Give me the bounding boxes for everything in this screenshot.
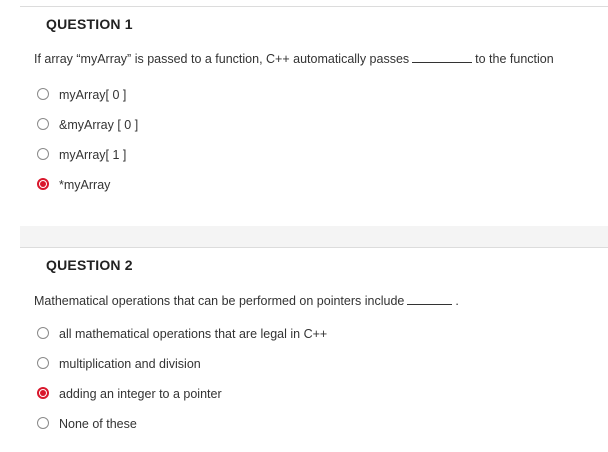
radio-button[interactable] bbox=[37, 88, 49, 100]
option-label: adding an integer to a pointer bbox=[59, 387, 222, 401]
question-1-panel bbox=[20, 6, 608, 227]
question-2-title: QUESTION 2 bbox=[46, 257, 133, 273]
radio-button[interactable] bbox=[37, 387, 49, 399]
question-2-text bbox=[34, 294, 600, 308]
question-2-panel bbox=[20, 247, 608, 452]
question-2-option-3[interactable] bbox=[37, 378, 327, 408]
question-2-option-4[interactable] bbox=[37, 408, 327, 438]
question-separator bbox=[20, 226, 608, 247]
question-2-blank bbox=[407, 303, 452, 305]
radio-button[interactable] bbox=[37, 148, 49, 160]
question-1-text-after: to the function bbox=[475, 52, 554, 66]
question-1-option-4[interactable] bbox=[37, 169, 138, 199]
option-label: myArray[ 1 ] bbox=[59, 148, 127, 162]
radio-button[interactable] bbox=[37, 327, 49, 339]
question-2-options bbox=[37, 318, 327, 438]
question-1-text-before: If array “myArray” is passed to a function, C++ automatically passes bbox=[34, 52, 410, 66]
option-label: *myArray bbox=[59, 178, 111, 192]
question-1-option-1[interactable] bbox=[37, 79, 138, 109]
radio-button[interactable] bbox=[37, 178, 49, 190]
radio-button[interactable] bbox=[37, 417, 49, 429]
radio-button[interactable] bbox=[37, 357, 49, 369]
question-2-option-2[interactable] bbox=[37, 348, 327, 378]
question-1-text bbox=[34, 52, 600, 66]
option-label: all mathematical operations that are legal in C++ bbox=[59, 327, 328, 341]
question-1-title: QUESTION 1 bbox=[46, 16, 133, 32]
question-1-option-2[interactable] bbox=[37, 109, 138, 139]
question-1-options bbox=[37, 79, 138, 199]
question-2-text-after: . bbox=[455, 294, 459, 308]
option-label: None of these bbox=[59, 417, 137, 431]
question-2-text-before: Mathematical operations that can be performed on pointers include bbox=[34, 294, 405, 308]
question-1-option-3[interactable] bbox=[37, 139, 138, 169]
option-label: &myArray [ 0 ] bbox=[59, 118, 139, 132]
question-1-blank bbox=[412, 61, 472, 63]
option-label: myArray[ 0 ] bbox=[59, 88, 127, 102]
question-2-option-1[interactable] bbox=[37, 318, 327, 348]
radio-button[interactable] bbox=[37, 118, 49, 130]
option-label: multiplication and division bbox=[59, 357, 201, 371]
